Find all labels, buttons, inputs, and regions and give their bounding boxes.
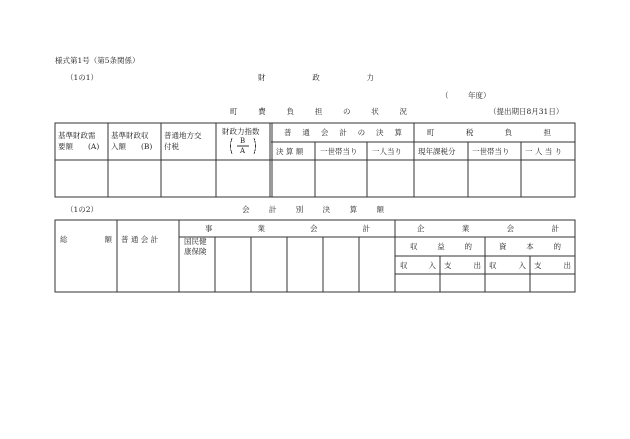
part2-title: 会 計 別 決 算 額 [242, 205, 384, 214]
settlement-amount-header: 決 算 額 [276, 147, 304, 156]
profit-income-input[interactable] [395, 274, 440, 292]
profit-expense-input[interactable] [440, 274, 485, 292]
base-demand-input[interactable] [55, 160, 108, 197]
base-revenue-input[interactable] [108, 160, 161, 197]
profit-expense-header: 支 出 [444, 261, 481, 270]
tax-per-person-input[interactable] [521, 160, 575, 197]
capital-expense-input[interactable] [530, 274, 575, 292]
index-denominator: A [240, 147, 246, 155]
capital-header: 資 本 的 [499, 242, 561, 251]
part2-label: （1の2） [66, 205, 99, 214]
part1-title: 財 政 力 [258, 73, 374, 82]
part1-label: （1の1） [66, 73, 99, 82]
fiscal-index-header: 財政力指数 [222, 127, 260, 136]
capital-income-input[interactable] [485, 274, 530, 292]
profit-header: 収 益 的 [410, 242, 472, 251]
general-account-header: 普 通 会 計 の 決 算 [284, 128, 402, 137]
subtitle: 町 費 負 担 の 状 況 [230, 107, 407, 116]
capital-income-header: 収 入 [489, 261, 526, 270]
base-demand-header: 基準財政需 要額 (A) [58, 131, 100, 151]
tax-per-household-header: 一世帯当り [472, 147, 510, 156]
year-open-paren: （ [441, 91, 449, 100]
grant-tax-header: 普通地方交 付税 [164, 131, 202, 151]
settlement-amount-input[interactable] [272, 160, 315, 197]
per-person-header: 一人当り [372, 147, 402, 156]
general-account-col-header: 普 通 会 計 [121, 235, 159, 244]
total-amount-header: 総 額 [60, 235, 112, 244]
business-account-input-3[interactable] [251, 237, 287, 292]
current-year-tax-header: 現年課税分 [418, 147, 456, 156]
business-account-input-4[interactable] [287, 237, 323, 292]
grant-tax-input[interactable] [161, 160, 216, 197]
tax-per-household-input[interactable] [468, 160, 521, 197]
profit-income-header: 収 入 [400, 261, 436, 270]
fiscal-year-field: 年度） [468, 91, 491, 100]
business-account-input-5[interactable] [323, 237, 359, 292]
total-amount-input[interactable] [55, 256, 117, 292]
index-numerator: B [240, 137, 246, 145]
submission-deadline: （提出期日8月31日） [489, 107, 564, 116]
town-tax-header: 町 税 負 担 [427, 128, 551, 137]
current-year-tax-input[interactable] [414, 160, 468, 197]
per-person-input[interactable] [367, 160, 414, 197]
enterprise-account-header: 企 業 会 計 [417, 224, 559, 233]
business-account-input-2[interactable] [215, 237, 251, 292]
general-account-input[interactable] [117, 256, 179, 292]
fiscal-index-input[interactable] [216, 160, 270, 197]
form-number: 様式第1号（第5条関係） [55, 56, 140, 65]
per-household-input[interactable] [315, 160, 367, 197]
base-revenue-header: 基準財政収 入額 (B) [111, 131, 153, 151]
nhi-input[interactable] [179, 256, 215, 292]
per-household-header: 一世帯当り [320, 147, 358, 156]
capital-expense-header: 支 出 [534, 261, 571, 270]
tax-per-person-header: 一 人 当 り [525, 147, 563, 156]
national-health-insurance-header: 国民健 康保険 [184, 237, 207, 256]
business-account-header: 事 業 会 計 [205, 224, 370, 233]
business-account-input-6[interactable] [359, 237, 395, 292]
